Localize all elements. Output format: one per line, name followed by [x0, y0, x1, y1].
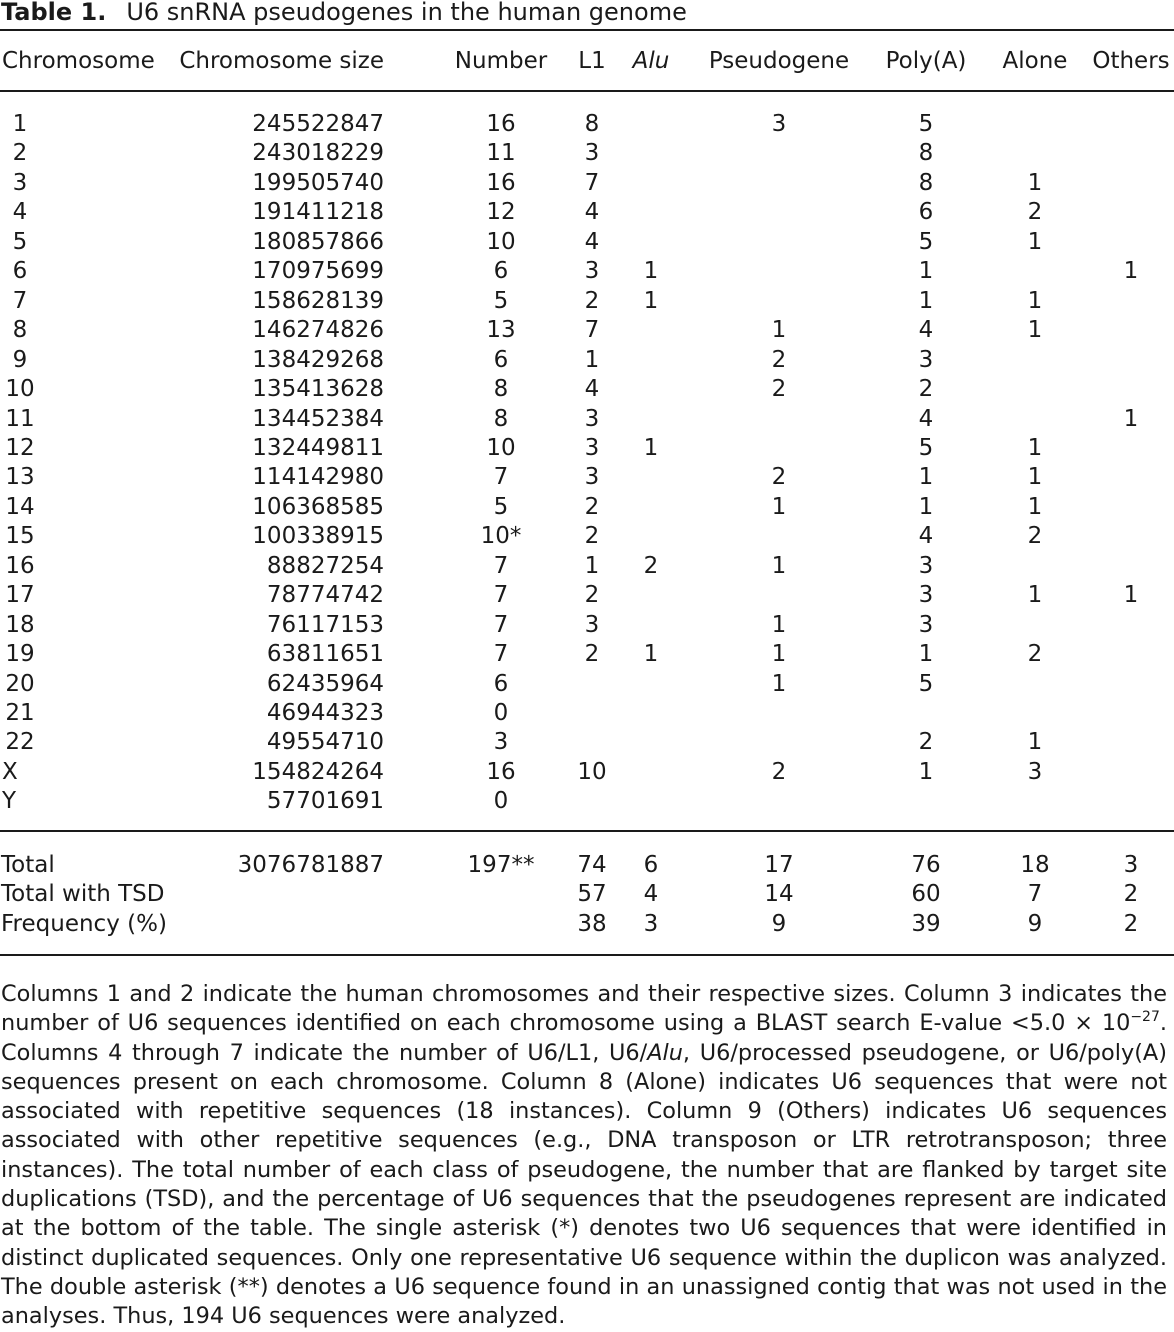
cell-others: 3 [1123, 852, 1139, 878]
cell-pseudogene: 2 [771, 346, 787, 373]
cell-number: 7 [493, 552, 509, 579]
cell-chromosome: 2 [12, 140, 28, 167]
cell-size: 57701691 [266, 788, 384, 815]
cell-others: 2 [1123, 881, 1139, 908]
cell-number: 0 [493, 700, 509, 726]
table-caption [1, 0, 687, 26]
cell-number: 5 [493, 287, 509, 314]
column-header-others: Others [1092, 48, 1170, 74]
cell-others: 1 [1123, 582, 1139, 609]
cell-chromosome: 6 [12, 258, 28, 285]
cell-polya: 6 [918, 199, 934, 226]
cell-alu: 1 [643, 287, 659, 314]
bottom-rule [0, 954, 1174, 956]
cell-polya: 1 [918, 287, 934, 314]
cell-number: 13 [486, 317, 516, 344]
cell-number: 7 [493, 641, 509, 668]
cell-polya: 5 [918, 228, 934, 255]
cell-l1: 3 [584, 464, 600, 491]
cell-pseudogene: 1 [771, 641, 787, 668]
cell-size: 106368585 [252, 493, 384, 520]
cell-l1: 2 [584, 641, 600, 668]
cell-polya: 3 [918, 582, 934, 609]
cell-pseudogene: 1 [771, 611, 787, 638]
cell-alone: 1 [1027, 287, 1043, 314]
cell-chromosome: 20 [5, 670, 35, 697]
cell-l1: 7 [584, 317, 600, 344]
cell-l1: 57 [577, 881, 607, 908]
cell-polya: 1 [918, 258, 934, 285]
cell-size: 245522847 [252, 111, 384, 137]
cell-alone: 3 [1027, 758, 1043, 785]
cell-chromosome: 15 [5, 523, 35, 550]
cell-size: 243018229 [252, 140, 384, 167]
cell-alone: 9 [1027, 910, 1043, 937]
cell-number: 12 [486, 199, 516, 226]
cell-size: 135413628 [252, 376, 384, 403]
cell-l1: 3 [584, 611, 600, 638]
cell-polya: 3 [918, 611, 934, 638]
cell-size: 191411218 [252, 199, 384, 226]
table-footnote [1, 980, 1167, 1332]
cell-number: 0 [493, 788, 509, 815]
cell-number: 10 [486, 434, 516, 461]
cell-l1: 7 [584, 169, 600, 196]
cell-pseudogene: 14 [764, 881, 794, 908]
cell-pseudogene: 9 [771, 910, 787, 937]
cell-chromosome: 8 [12, 317, 28, 344]
cell-number: 7 [493, 611, 509, 638]
cell-alone: 1 [1027, 228, 1043, 255]
cell-chromosome: 22 [5, 729, 35, 756]
cell-pseudogene: 1 [771, 317, 787, 344]
cell-size: 63811651 [266, 641, 384, 668]
cell-polya: 4 [918, 317, 934, 344]
cell-l1: 74 [577, 852, 607, 878]
cell-polya: 5 [918, 434, 934, 461]
cell-others: 1 [1123, 258, 1139, 285]
cell-number: 16 [486, 169, 516, 196]
cell-polya: 1 [918, 464, 934, 491]
cell-polya: 1 [918, 758, 934, 785]
table-label: Table 1. [1, 0, 107, 26]
column-header-pseudogene: Pseudogene [708, 48, 850, 74]
top-rule [0, 29, 1174, 31]
footnote-text: Columns 1 and 2 indicate the human chromosomes and their respective sizes. Column 3 indicates the number of U6 sequences identified on each chromosome using a BLAST search E-value $<5.0 \times 10^{-27}$. Columns 4 through 7 indicate the number of U6/L1, U6/Alu, U6/processed pseudogene, or U6/poly(A) sequences present on each chromosome. Column 8 (Alone) indicates U6 sequences that were not associated with repetitive sequences (18 instances). Column 9 (Others) indicates U6 sequences associated with other repetitive sequences (e.g., DNA transposon or LTR retrotransposon; three instances). The total number of each class of pseudogene, the number that are flanked by target site duplications (TSD), and the percentage of U6 sequences that the pseudogenes represent are indicated at the bottom of the table. The single asterisk (*) denotes two U6 sequences that were identified in distinct duplicated sequences. Only one representative U6 sequence within the duplicon was analyzed. The double asterisk (**) denotes a U6 sequence found in an unassigned contig that was not used in the analyses. Thus, 194 U6 sequences were analyzed. [1, 981, 1167, 1330]
cell-chromosome: 3 [12, 169, 28, 196]
header-rule [0, 90, 1174, 92]
cell-number: 8 [493, 376, 509, 403]
cell-size: 180857866 [252, 228, 384, 255]
cell-pseudogene: 2 [771, 376, 787, 403]
cell-size: 134452384 [252, 405, 384, 432]
cell-polya: 76 [911, 852, 941, 878]
cell-chromosome: 1 [12, 111, 28, 137]
cell-alone: 7 [1027, 881, 1043, 908]
cell-size: 132449811 [252, 434, 384, 461]
cell-row-label: Total [1, 852, 55, 878]
cell-number: 16 [486, 758, 516, 785]
cell-alone: 1 [1027, 729, 1043, 756]
cell-row-label: Frequency (%) [1, 910, 167, 937]
cell-chromosome: 13 [5, 464, 35, 491]
cell-size: 199505740 [252, 169, 384, 196]
cell-alu: 3 [643, 910, 659, 937]
column-header-size: Chromosome size [179, 48, 384, 74]
cell-l1: 8 [584, 111, 600, 137]
cell-l1: 2 [584, 287, 600, 314]
cell-alu: 2 [643, 552, 659, 579]
cell-size: 100338915 [252, 523, 384, 550]
cell-alu: 4 [643, 881, 659, 908]
cell-chromosome: X [2, 758, 18, 785]
cell-row-label: Total with TSD [1, 881, 165, 908]
cell-size: 88827254 [266, 552, 384, 579]
cell-number: 3 [493, 729, 509, 756]
cell-size: 76117153 [266, 611, 384, 638]
cell-number: 197** [467, 852, 535, 878]
column-header-chromosome: Chromosome [2, 48, 155, 74]
cell-number: 5 [493, 493, 509, 520]
cell-pseudogene: 1 [771, 493, 787, 520]
cell-size: 146274826 [252, 317, 384, 344]
cell-pseudogene: 1 [771, 552, 787, 579]
cell-polya: 4 [918, 405, 934, 432]
cell-polya: 4 [918, 523, 934, 550]
cell-polya: 2 [918, 729, 934, 756]
column-header-l1: L1 [578, 48, 606, 74]
cell-number: 6 [493, 670, 509, 697]
cell-chromosome: 17 [5, 582, 35, 609]
cell-size: 138429268 [252, 346, 384, 373]
cell-polya: 3 [918, 552, 934, 579]
cell-size: 170975699 [252, 258, 384, 285]
column-header-alu: Alu [632, 48, 670, 74]
cell-polya: 5 [918, 111, 934, 137]
cell-others: 2 [1123, 910, 1139, 937]
cell-l1: 1 [584, 346, 600, 373]
cell-chromosome: 19 [5, 641, 35, 668]
cell-l1: 38 [577, 910, 607, 937]
cell-alone: 2 [1027, 641, 1043, 668]
cell-size: 3076781887 [237, 852, 384, 878]
cell-l1: 4 [584, 376, 600, 403]
cell-chromosome: 18 [5, 611, 35, 638]
cell-l1: 10 [577, 758, 607, 785]
cell-alone: 1 [1027, 434, 1043, 461]
table-title: U6 snRNA pseudogenes in the human genome [126, 0, 687, 26]
cell-chromosome: 4 [12, 199, 28, 226]
cell-l1: 3 [584, 434, 600, 461]
cell-polya: 1 [918, 493, 934, 520]
cell-l1: 4 [584, 228, 600, 255]
cell-l1: 3 [584, 405, 600, 432]
cell-polya: 60 [911, 881, 941, 908]
cell-polya: 2 [918, 376, 934, 403]
cell-l1: 4 [584, 199, 600, 226]
cell-chromosome: 12 [5, 434, 35, 461]
cell-chromosome: 21 [5, 700, 35, 726]
cell-alu: 1 [643, 434, 659, 461]
column-header-number: Number [454, 48, 548, 74]
totals-rule [0, 830, 1174, 832]
cell-size: 154824264 [252, 758, 384, 785]
cell-pseudogene: 3 [771, 111, 787, 137]
cell-polya: 5 [918, 670, 934, 697]
cell-size: 114142980 [252, 464, 384, 491]
cell-pseudogene: 17 [764, 852, 794, 878]
cell-alone: 18 [1020, 852, 1050, 878]
cell-chromosome: 14 [5, 493, 35, 520]
cell-number: 16 [486, 111, 516, 137]
cell-l1: 3 [584, 140, 600, 167]
cell-number: 6 [493, 346, 509, 373]
cell-alone: 1 [1027, 464, 1043, 491]
cell-polya: 8 [918, 169, 934, 196]
cell-l1: 3 [584, 258, 600, 285]
cell-number: 7 [493, 464, 509, 491]
cell-pseudogene: 2 [771, 758, 787, 785]
cell-l1: 2 [584, 493, 600, 520]
cell-number: 7 [493, 582, 509, 609]
cell-alone: 2 [1027, 523, 1043, 550]
cell-size: 62435964 [266, 670, 384, 697]
cell-number: 6 [493, 258, 509, 285]
cell-l1: 2 [584, 523, 600, 550]
cell-chromosome: 16 [5, 552, 35, 579]
cell-l1: 1 [584, 552, 600, 579]
cell-alu: 1 [643, 258, 659, 285]
cell-polya: 39 [911, 910, 941, 937]
cell-pseudogene: 1 [771, 670, 787, 697]
cell-number: 10* [480, 523, 522, 550]
cell-alone: 1 [1027, 317, 1043, 344]
cell-polya: 8 [918, 140, 934, 167]
cell-chromosome: 10 [5, 376, 35, 403]
cell-size: 78774742 [266, 582, 384, 609]
cell-alu: 6 [643, 852, 659, 878]
cell-size: 49554710 [266, 729, 384, 756]
cell-alone: 1 [1027, 169, 1043, 196]
cell-alone: 2 [1027, 199, 1043, 226]
cell-chromosome: 9 [12, 346, 28, 373]
column-header-polya: Poly(A) [885, 48, 967, 74]
cell-polya: 3 [918, 346, 934, 373]
cell-polya: 1 [918, 641, 934, 668]
cell-alu: 1 [643, 641, 659, 668]
cell-alone: 1 [1027, 582, 1043, 609]
cell-number: 8 [493, 405, 509, 432]
cell-chromosome: 5 [12, 228, 28, 255]
cell-size: 46944323 [266, 700, 384, 726]
cell-alone: 1 [1027, 493, 1043, 520]
cell-chromosome: 11 [5, 405, 35, 432]
cell-pseudogene: 2 [771, 464, 787, 491]
cell-number: 10 [486, 228, 516, 255]
cell-others: 1 [1123, 405, 1139, 432]
cell-l1: 2 [584, 582, 600, 609]
column-header-alone: Alone [1002, 48, 1068, 74]
cell-chromosome: 7 [12, 287, 28, 314]
cell-chromosome: Y [2, 788, 17, 815]
cell-number: 11 [486, 140, 516, 167]
cell-size: 158628139 [252, 287, 384, 314]
